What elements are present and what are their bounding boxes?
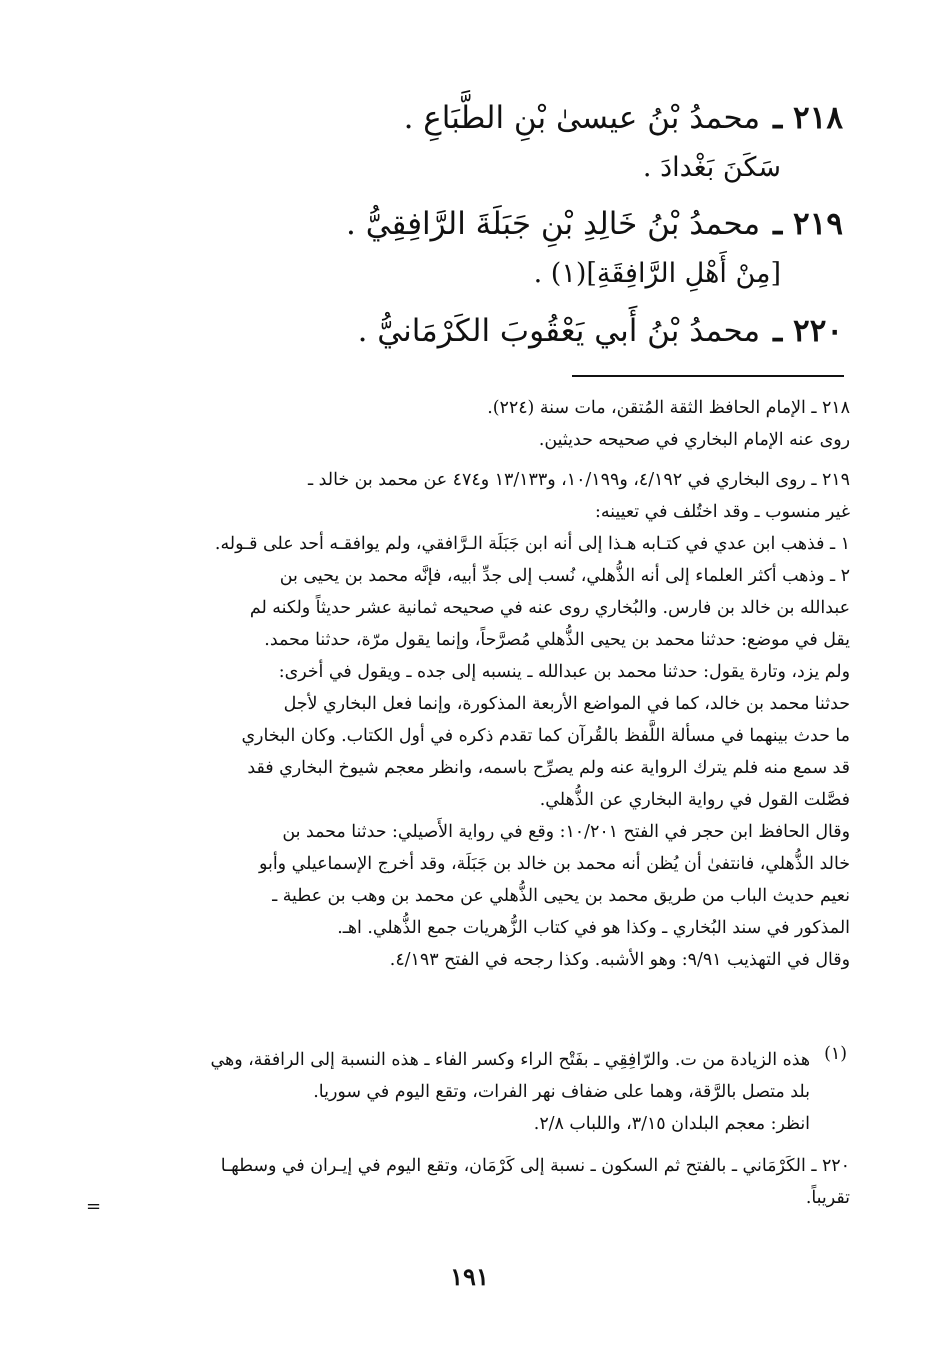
continuation-mark: = [86, 1196, 102, 1217]
footnote-line: ٢١٩ ـ روى البخاري في ٤/١٩٢، و١٠/١٩٩، و١٣/١٣٣ و٤٧٤ عن محمد بن خالد ـ [308, 470, 850, 490]
entry-218-note: سَكَنَ بَغْدادَ . [642, 152, 781, 183]
entry-number: ٢١٩ ـ [773, 206, 843, 242]
footnote-line: بلد متصل بالرَّقة، وهما على ضفاف نهر الفرات، وتقع اليوم في سوريا. [313, 1082, 810, 1102]
footnote-line: وقال الحافظ ابن حجر في الفتح ١٠/٢٠١: وقع في رواية الأَصيلي: حدثنا محمد بن [282, 822, 850, 842]
footnote-line: ٢٢٠ ـ الكَرْمَاني ـ بالفتح ثم السكون ـ نسبة إلى كَرْمَان، وتقع اليوم في إيـران في وسطهـا [220, 1156, 850, 1176]
footnote-line: حدثنا محمد بن خالد، كما في المواضع الأربعة المذكورة، وإنما فعل البخاري لأجل [283, 694, 850, 714]
footnote-line: ١ ـ فذهب ابن عدي في كتـابه هـذا إلى أنه ابن جَبَلَة الـرَّافقي، ولم يوافقـه أحد على قـوله. [214, 534, 850, 554]
footnote-line: يقل في موضع: حدثنا محمد بن يحيى الذُّهلي مُصرَّحاً، وإنما يقول مرّة، حدثنا محمد. [264, 630, 850, 650]
footnote-line: المذكور في سند البُخاري ـ وكذا هو في كتاب الزُّهريات جمع الذُّهلي. اهـ. [337, 918, 850, 938]
page-number: ١٩١ [450, 1262, 489, 1291]
entry-218 [323, 100, 843, 136]
entry-name: محمدُ بْنُ عيسىٰ بْنِ الطَّبَاعِ . [403, 100, 761, 136]
footnote-line: ما حدث بينهما في مسألة اللَّفظ بالقُرآن كما تقدم ذكره في أول الكتاب. وكان البخاري [241, 726, 850, 746]
entry-name: محمدُ بْنُ خَالِدِ بْنِ جَبَلَةَ الرَّافِقِيُّ . [345, 206, 761, 242]
note-1-marker: (١) [824, 1044, 847, 1064]
footnote-line: نعيم حديث الباب من طريق محمد بن يحيى الذُّهلي عن محمد بن وهب بن عطية ـ [272, 886, 850, 906]
entry-name: محمدُ بْنُ أَبي يَعْقُوبَ الكَرْمَانيُّ . [357, 313, 761, 349]
footnote-line: قد سمع منه فلم يترك الرواية عنه ولم يصرِّح باسمه، وانظر معجم شيوخ البخاري فقد [247, 758, 850, 778]
footnote-line: وقال في التهذيب ٩/٩١: وهو الأشبه. وكذا رجحه في الفتح ٤/١٩٣. [389, 950, 850, 970]
entry-219-note: [مِنْ أَهْلِ الرَّافِقَةِ](١) . [533, 258, 781, 289]
footnote-line: فصَّلت القول في رواية البخاري عن الذُّهلي. [539, 790, 850, 810]
footnote-line: غير منسوب ـ وقد اختُلف في تعيينه: [594, 502, 850, 522]
footnote-line: ٢ ـ وذهب أكثر العلماء إلى أنه الذُّهلي، نُسب إلى جدِّ أبيه، فإنَّه محمد بن يحيى بن [279, 566, 850, 586]
footnote-separator [572, 375, 844, 377]
footnote-line: خالد الذُّهلي، فانتفىٰ أن يُظن أنه محمد بن خالد بن جَبَلَة، وقد أخرج الإسماعيلي وأبو [259, 854, 850, 874]
footnote-line: هذه الزيادة من ت. والرّافِقِي ـ بفَتْح الراء وكسر الفاء ـ هذه النسبة إلى الرافقة، وهي [210, 1050, 810, 1070]
entry-number: ٢٢٠ ـ [773, 313, 843, 349]
footnote-218 [90, 392, 850, 456]
footnote-line: عبدالله بن خالد بن فارس. والبُخاري روى عنه في صحيحه ثمانية عشر حديثاً ولكنه لم [249, 598, 850, 618]
entry-219 [323, 206, 843, 242]
entry-220 [323, 313, 843, 349]
footnote-line: ولم يزد، وتارة يقول: حدثنا محمد بن عبدالله ـ ينسبه إلى جده ـ ويقول في أخرى: [278, 662, 850, 682]
footnote-220 [90, 1150, 850, 1214]
footnote-line: انظر: معجم البلدان ٣/١٥، واللباب ٢/٨. [533, 1114, 810, 1134]
footnote-note-1 [90, 1044, 810, 1140]
footnote-line: روى عنه الإمام البخاري في صحيحه حديثين. [538, 430, 850, 450]
entry-number: ٢١٨ ـ [773, 100, 843, 136]
footnote-line: تقريباً. [805, 1188, 850, 1208]
footnote-219 [90, 464, 850, 976]
footnote-line: ٢١٨ ـ الإمام الحافظ الثقة المُتقن، مات سنة (٢٢٤). [487, 398, 850, 418]
